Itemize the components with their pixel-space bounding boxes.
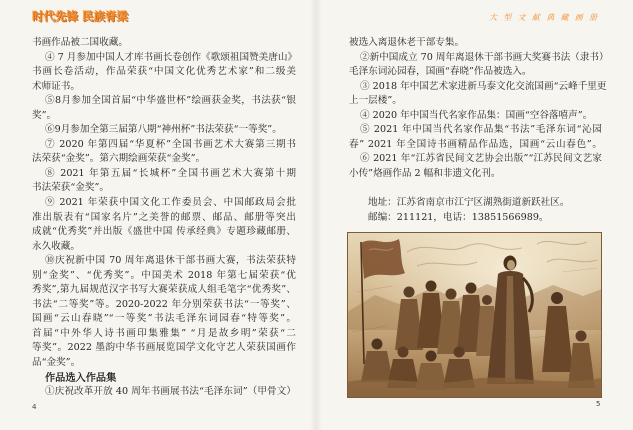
text-line: ⑤ 2021 年中国当代名家作品集“书法”毛泽东词“沁园: [360, 124, 602, 136]
text-line: ⑥ 2021 年“江苏省民间文艺协会出版”“江苏民间文艺家: [360, 153, 602, 165]
text-line: ④ 7 月参加中国人才库书画长卷创作《歌颂祖国赞美唐山》: [45, 51, 298, 63]
text-line: 国画“云山春晓”“一等奖”书法毛泽东词园春“特等奖”。: [32, 313, 296, 325]
blank-line: [349, 181, 602, 196]
text-line: ④ 2020 年中国当代名家作品集：国画“空谷落嘻声”。: [360, 109, 593, 121]
text-line: ③ 2018 年中国艺术家进新马泰文化交流国画“云峰千里更: [360, 80, 607, 92]
text-line: 等奖”。2022 墨韵中华书画展览国学文化守艺人荣获国画作: [32, 342, 296, 354]
text-line: 被选入离退休老干部专集。: [349, 37, 465, 48]
text-line: 书法“二等奖”等。2020-2022 年分别荣获书法“一等奖”、: [32, 298, 296, 310]
text-line: 准出版表有“国家名片”之美誉的邮票、邮品、邮册等突出: [32, 211, 296, 223]
artwork-canvas: [347, 232, 602, 398]
text-line: ⑦ 2020 年第四届“华夏杯”全国书画艺术大赛第三期书: [45, 138, 296, 150]
text-line: 上一层楼”。: [349, 95, 402, 107]
page-number-right: 5: [596, 400, 601, 408]
text-line: 奖”。: [32, 109, 57, 121]
text-line: ①庆祝改革开放 40 周年书画展书法“毛泽东词”（甲骨文）: [45, 386, 296, 398]
text-line: ⑥9月参加全第三届第八期“神州杯”书法荣获“一等奖”。: [45, 124, 282, 136]
text-line: 术师证书。: [32, 80, 80, 92]
text-line: ⑧ 2021 年第五届“长城杯”全国书画艺术大赛第十期: [45, 167, 296, 179]
left-page-body: [32, 36, 296, 400]
text-line: 秀奖”,第九届规范汉字书写大赛荣获成人组毛笔字“优秀奖”、: [32, 284, 296, 296]
text-line: 书法荣获“金奖”。: [32, 182, 109, 194]
text-line: 小传”烙画作品 2 幅和非遗文化刊。: [349, 167, 501, 179]
page-number-left: 4: [32, 403, 37, 411]
text-line: ⑨ 2021 年荣获中国文化工作委员会、中国邮政局会批: [45, 197, 296, 209]
text-line: 成就“优秀奖”并出版《盛世中国 传承经典》专题珍藏邮册、: [32, 226, 296, 238]
address-line: 地址：江苏省南京市江宁区湖熟街道新跃社区。: [368, 197, 570, 209]
text-line: 永久收藏。: [32, 240, 80, 252]
text-line: 春” 2021 年全国诗书画精品作品选，国画“云山春色”。: [349, 138, 602, 150]
postcode-phone-line: 邮编：211121，电话：13851566989。: [368, 211, 549, 223]
text-line: 书画长卷活动，作品荣获“中国文化优秀艺术家”和二级美: [32, 66, 296, 78]
section-heading: 作品选入作品集: [45, 371, 117, 384]
text-line: 别“金奖”、“优秀奖”。中国美术 2018 年第七届荣获“优: [32, 269, 296, 281]
header-left-title: 时代先锋 民族脊梁: [32, 9, 129, 23]
text-line: 书画作品被二国收藏。: [32, 37, 128, 48]
text-line: ⑤8月参加全国首届“中华盛世杯”绘画获金奖，书法获“银: [45, 95, 296, 107]
pyrography-artwork: [347, 232, 602, 398]
text-line: 毛泽东词沁园春，国画“春晓”作品被选入。: [349, 66, 532, 78]
text-line: ②新中国成立 70 周年离退休干部书画大奖赛书法（隶书）: [360, 51, 609, 63]
text-line: 品“金奖”。: [32, 357, 81, 369]
text-line: 法荣获“金奖”。第六期绘画荣获“金奖”。: [32, 153, 206, 165]
text-line: ⑩庆祝新中国 70 周年离退休干部书画大赛，书法荣获特: [45, 255, 296, 267]
text-line: 首届“中外华人诗书画印集雅集” “月是故乡明”荣获“二: [32, 327, 296, 339]
header-right-title: 大型文献典藏画册: [489, 13, 604, 22]
book-gutter: [310, 0, 322, 430]
right-page-body: [349, 36, 609, 225]
